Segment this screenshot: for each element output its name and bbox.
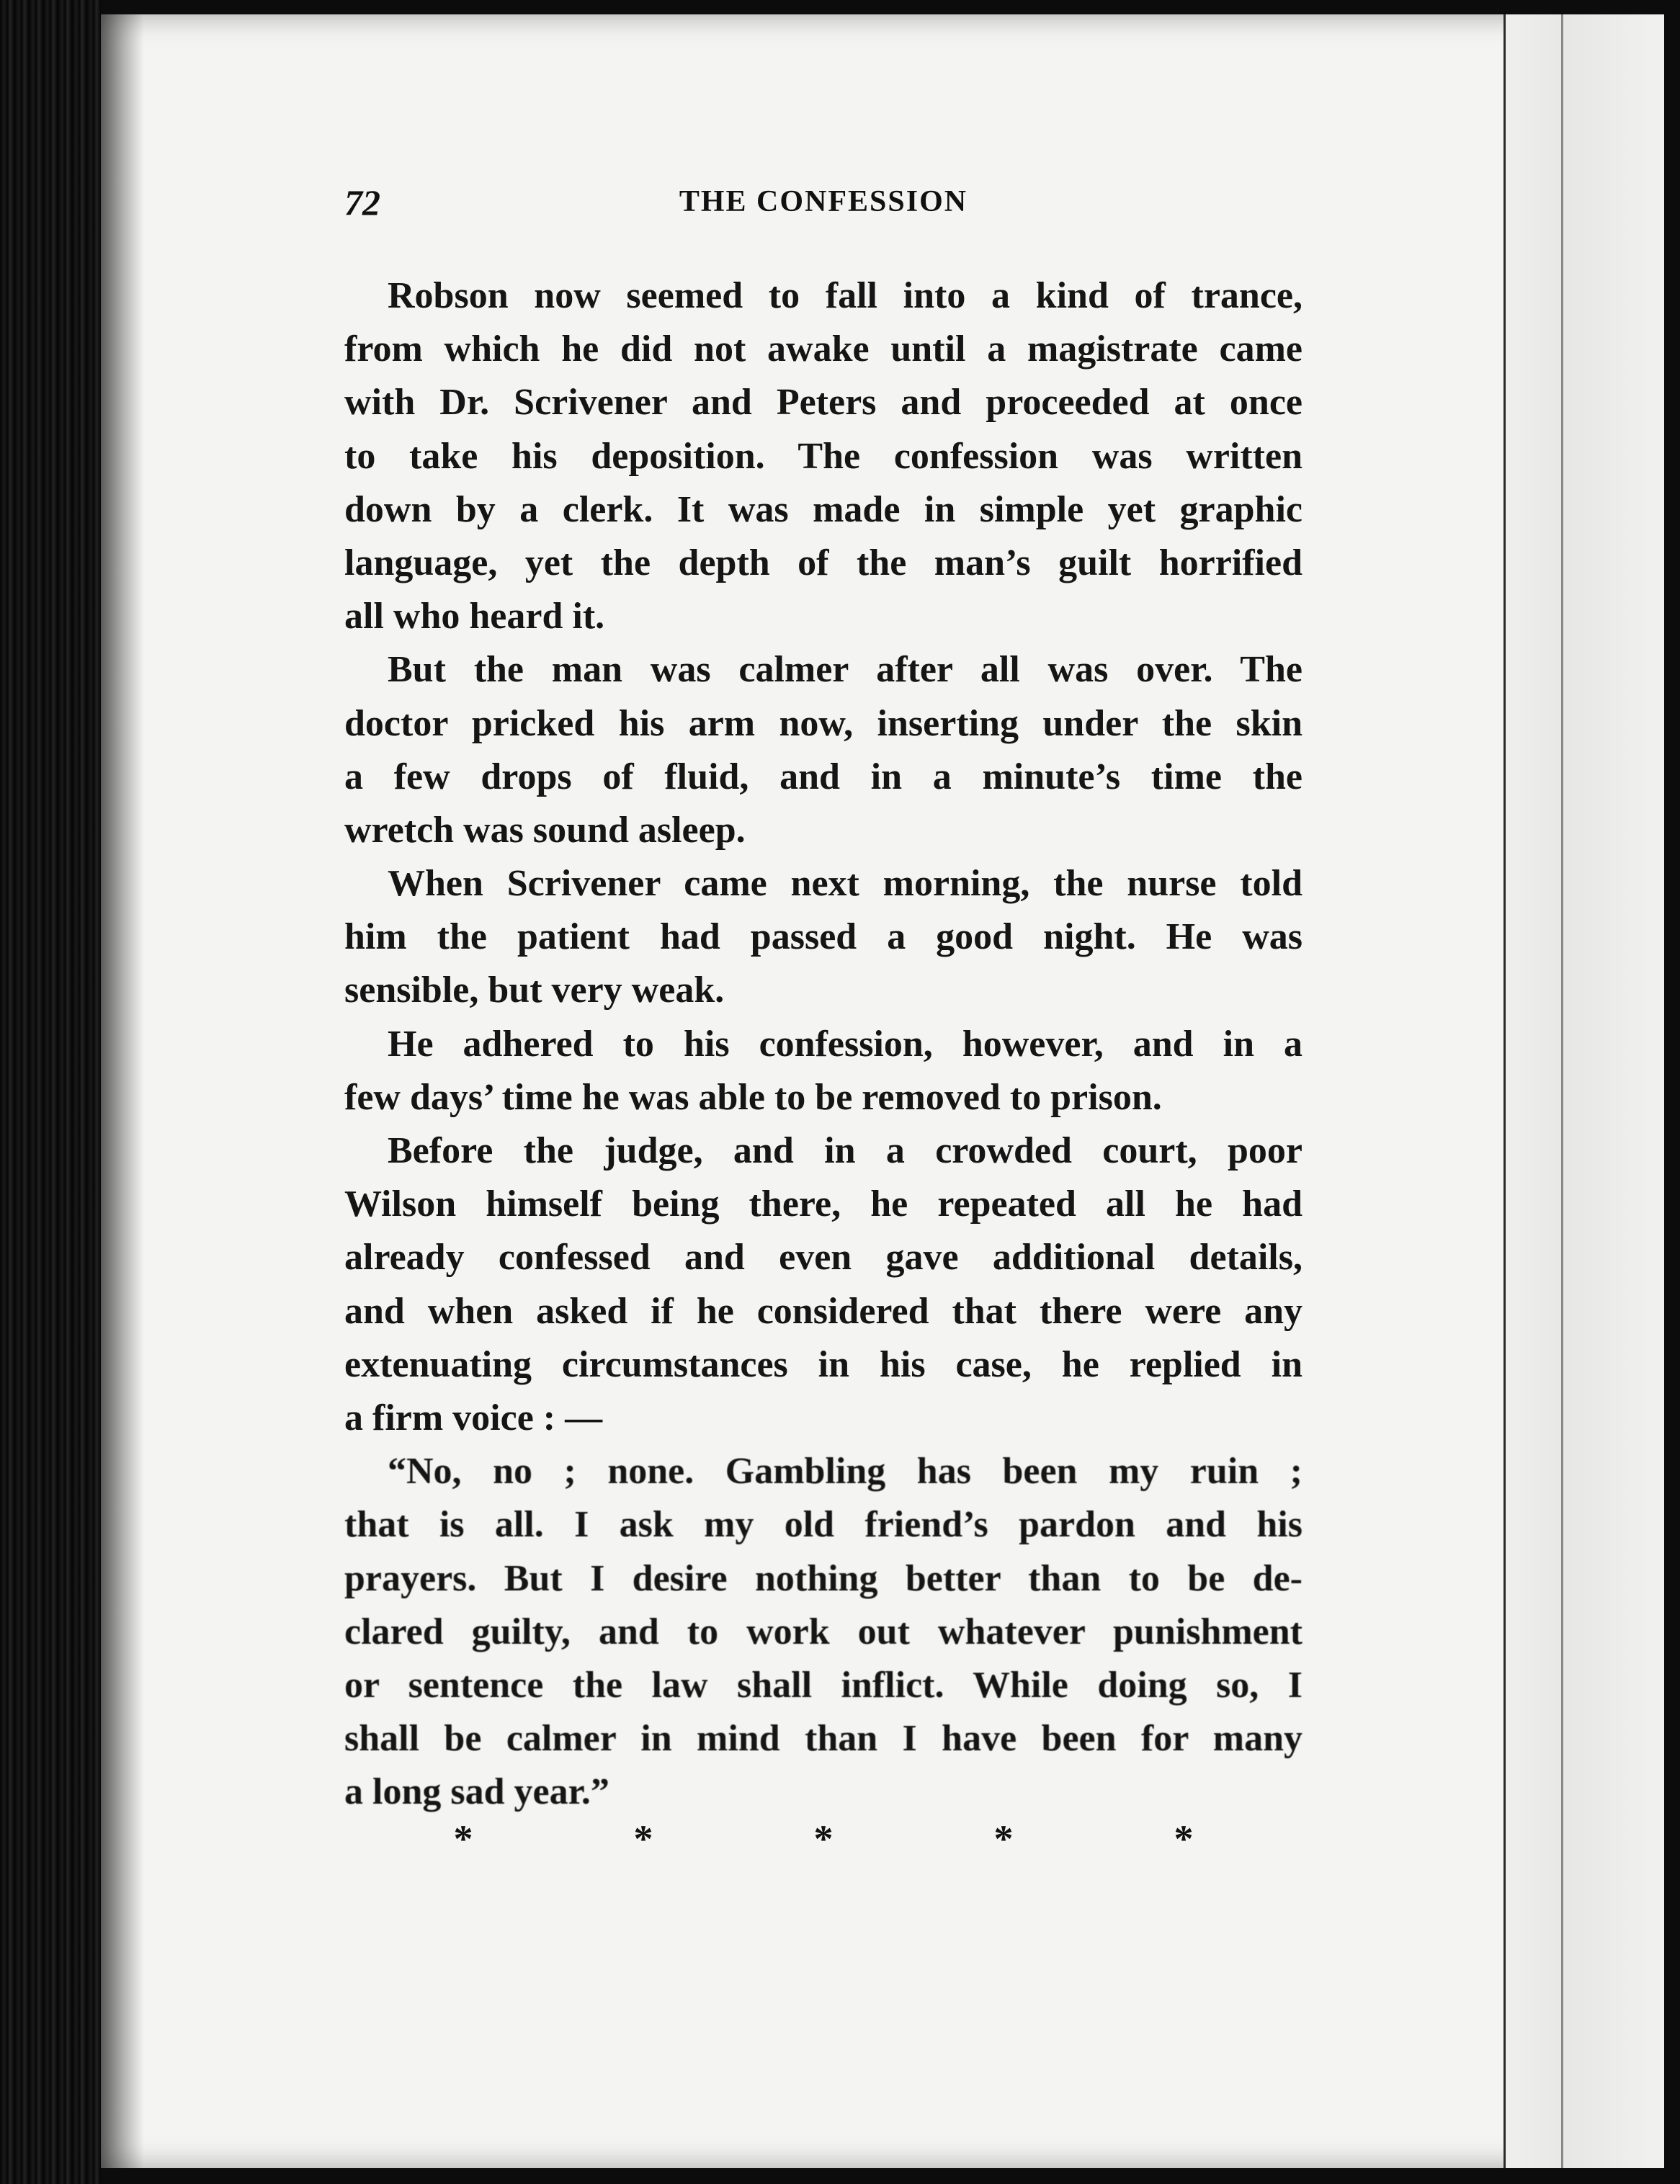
asterisk: *	[453, 1817, 473, 1861]
text-line: a few drops of fluid, and in a minute’s time the	[344, 756, 1303, 797]
text-line: “No, no ; none. Gambling has been my ruin ;	[388, 1451, 1303, 1492]
text-line: a firm voice : —	[344, 1397, 603, 1438]
text-line: all who heard it.	[344, 596, 605, 637]
text-line: few days’ time he was able to be removed to prison.	[344, 1076, 1162, 1118]
text-line: wretch was sound asleep.	[344, 809, 746, 851]
text-line: language, yet the depth of the man’s guilt horrified	[344, 542, 1303, 583]
asterisk: *	[993, 1817, 1014, 1861]
text-line: with Dr. Scrivener and Peters and proceeded at once	[344, 382, 1303, 424]
gutter-shadow	[101, 14, 144, 2168]
asterisk: *	[633, 1817, 653, 1861]
paragraph	[344, 1124, 1303, 1445]
text-line: But the man was calmer after all was over. The	[388, 649, 1303, 691]
text-line: extenuating circumstances in his case, he replied in	[344, 1343, 1303, 1385]
paragraph	[344, 1018, 1303, 1124]
asterisk: *	[813, 1817, 834, 1861]
asterisk: *	[1174, 1817, 1194, 1861]
page-number: 72	[344, 182, 380, 223]
paragraph	[344, 269, 1303, 643]
body-text	[344, 269, 1303, 1819]
text-line: a long sad year.”	[344, 1771, 609, 1813]
text-line: that is all. I ask my old friend’s pardon and his	[344, 1504, 1303, 1546]
paragraph	[344, 1445, 1303, 1819]
text-line: and when asked if he considered that there were any	[344, 1290, 1303, 1332]
text-line: or sentence the law shall inflict. While doing so, I	[344, 1664, 1303, 1706]
text-line: prayers. But I desire nothing better than to be de-	[344, 1557, 1303, 1599]
text-line: Before the judge, and in a crowded court, poor	[388, 1130, 1303, 1171]
running-title: THE CONFESSION	[679, 185, 968, 218]
section-break	[344, 1817, 1303, 1861]
book-binding-edge	[0, 0, 101, 2184]
running-head	[344, 182, 1303, 232]
text-line: from which he did not awake until a magistrate came	[344, 328, 1303, 370]
text-line: down by a clerk. It was made in simple yet graphic	[344, 488, 1303, 530]
text-line: clared guilty, and to work out whatever punishment	[344, 1611, 1303, 1652]
text-line: He adhered to his confession, however, and in a	[388, 1023, 1303, 1065]
text-line: sensible, but very weak.	[344, 970, 725, 1011]
paragraph	[344, 643, 1303, 857]
text-line: When Scrivener came next morning, the nurse told	[388, 863, 1303, 905]
paragraph	[344, 857, 1303, 1018]
text-line: already confessed and even gave additional details,	[344, 1237, 1303, 1279]
page-right-edge	[1503, 14, 1664, 2168]
text-line: shall be calmer in mind than I have been for many	[344, 1718, 1303, 1760]
text-line: Robson now seemed to fall into a kind of trance,	[388, 275, 1303, 316]
page-fold-line	[1561, 14, 1563, 2168]
text-line: Wilson himself being there, he repeated all he had	[344, 1183, 1303, 1225]
text-line: him the patient had passed a good night. He was	[344, 916, 1303, 958]
text-line: doctor pricked his arm now, inserting under the skin	[344, 702, 1303, 744]
text-line: to take his deposition. The confession was written	[344, 435, 1303, 477]
